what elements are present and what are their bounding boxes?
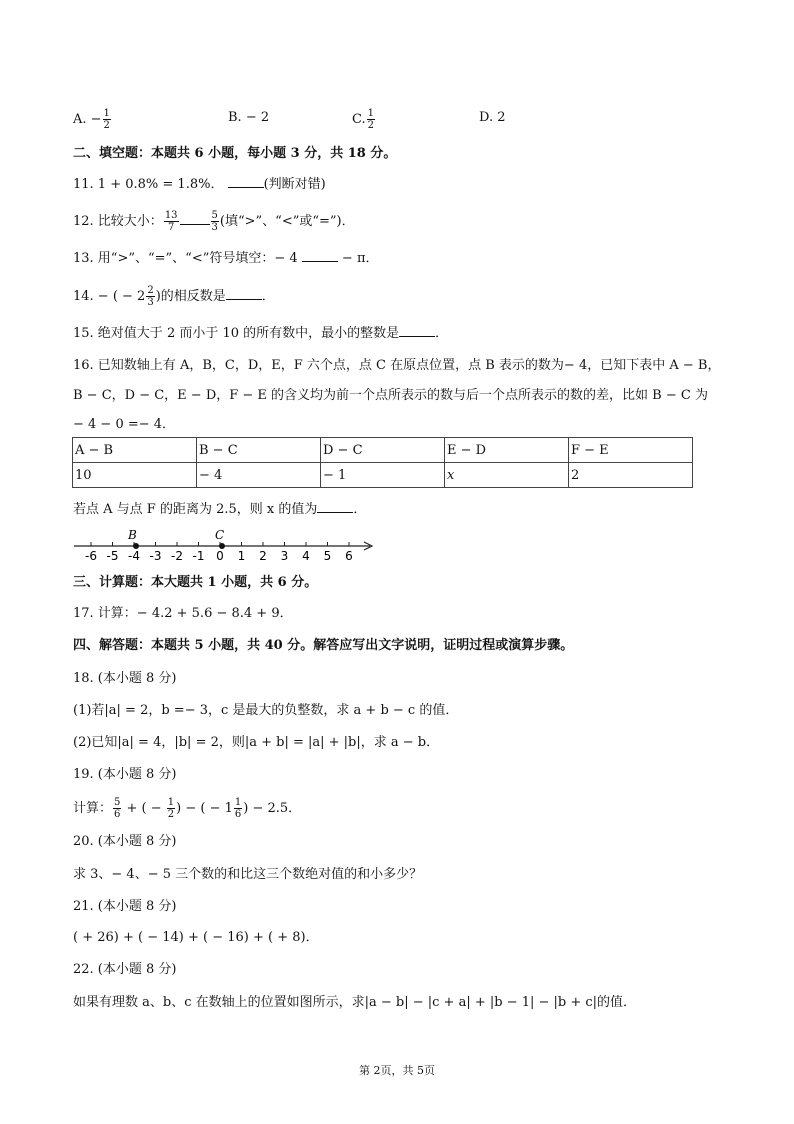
- question-19-body: 计算： $\frac{5}{6}$ + ( − $\frac{1}{2}$ ) − ( − 1 $\frac{1}{6}$ ) − 2.5．: [73, 797, 302, 820]
- question-12: 12. 比较大小： $\frac{13}{7}$ $\frac{5}{3}$ (填“>”、“<”或“=”)．: [73, 210, 355, 233]
- answer-blank: [302, 249, 338, 262]
- point-c-label: C: [215, 528, 225, 542]
- axis-tick-label: 0: [216, 549, 224, 563]
- fraction: $\frac{2}{3}$: [147, 285, 154, 308]
- table-cell: 10: [73, 463, 197, 488]
- question-19-heading: 19. (本小题 8 分): [73, 767, 177, 782]
- question-16-line-2: B − C，D − C，E − D，F − E 的含义均为前一个点所表示的数与后一个点所表示的数的差，比如 B − C 为: [73, 388, 708, 403]
- section-heading-fill-in: 二、填空题：本题共 6 小题，每小题 3 分，共 18 分。: [73, 146, 397, 161]
- axis-tick-label: -5: [106, 549, 119, 563]
- answer-blank: [228, 175, 264, 188]
- table-header: D − C: [321, 438, 445, 463]
- question-16-line-3: − 4 − 0 =− 4．: [73, 417, 176, 432]
- table-cell: 2: [569, 463, 693, 488]
- table-cell: x: [445, 463, 569, 488]
- question-14: 14. − ( − 2 $\frac{2}{3}$ )的相反数是 ．: [73, 285, 275, 308]
- table-cell: − 4: [197, 463, 321, 488]
- number-line: [70, 527, 380, 567]
- axis-tick-label: 2: [259, 549, 267, 563]
- table-header-row: [73, 438, 693, 463]
- axis-tick-label: 4: [302, 549, 310, 563]
- option-d: D. 2: [479, 110, 506, 125]
- axis-tick-label: -2: [171, 549, 183, 563]
- answer-blank: [226, 287, 262, 300]
- section-heading-answer: 四、解答题：本题共 5 小题，共 40 分。解答应写出文字说明，证明过程或演算步骤。: [73, 638, 574, 653]
- question-15: 15. 绝对值大于 2 而小于 10 的所有数中，最小的整数是 ．: [73, 326, 449, 341]
- axis-tick-label: -4: [128, 549, 140, 563]
- question-20-heading: 20. (本小题 8 分): [73, 834, 177, 849]
- question-16-line-1: 16. 已知数轴上有 A，B，C，D，E，F 六个点，点 C 在原点位置，点 B 表示的数为− 4，已知下表中 A − B，: [73, 358, 721, 373]
- table-header: A − B: [73, 438, 197, 463]
- table-header: E − D: [445, 438, 569, 463]
- question-13: 13. 用“>”、“=”、“<”符号填空：− 4 − π．: [73, 251, 379, 266]
- question-16-ask: 若点 A 与点 F 的距离为 2.5，则 x 的值为 ．: [73, 502, 367, 517]
- option-c: C. $\frac{1}{2}$: [352, 108, 374, 131]
- question-22-heading: 22. (本小题 8 分): [73, 962, 177, 977]
- question-20-body: 求 3、− 4、− 5 三个数的和比这三个数绝对值的和小多少？: [73, 867, 423, 882]
- axis-tick-label: 6: [345, 549, 353, 563]
- axis-tick-label: -1: [192, 549, 205, 563]
- table-header: F − E: [569, 438, 693, 463]
- question-22-body: 如果有理数 a、b、c 在数轴上的位置如图所示，求|a − b| − |c + a| + |b − 1| − |b + c|的值．: [73, 995, 637, 1010]
- difference-table: [72, 437, 693, 488]
- section-heading-calculation: 三、计算题：本大题共 1 小题，共 6 分。: [73, 575, 318, 590]
- question-18-part-1: (1)若|a| = 2，b =− 3，c 是最大的负整数，求 a + b − c 的值．: [73, 703, 459, 718]
- axis-tick-label: 5: [323, 549, 332, 563]
- page-footer: 第 2页，共 5页: [359, 1064, 435, 1077]
- axis-tick-label: -6: [85, 549, 97, 563]
- fraction: $\frac{5}{6}$: [114, 797, 121, 820]
- answer-blank: [180, 212, 210, 225]
- question-21-body: ( + 26) + ( − 14) + ( − 16) + ( + 8)．: [73, 930, 319, 945]
- axis-tick-label: -3: [149, 549, 162, 563]
- fraction: $\frac{1}{2}$: [167, 797, 175, 820]
- question-18-part-2: (2)已知|a| = 4，|b| = 2，则|a + b| = |a| + |b|，求 a − b．: [73, 735, 440, 750]
- axis-tick-label: 1: [237, 549, 246, 563]
- question-21-heading: 21. (本小题 8 分): [73, 899, 177, 914]
- answer-blank: [399, 324, 435, 337]
- table-row: [73, 463, 693, 488]
- option-b: B. − 2: [228, 110, 270, 125]
- fraction: $\frac{1}{6}$: [234, 797, 242, 820]
- point-b-dot: [133, 543, 139, 549]
- question-18-heading: 18. (本小题 8 分): [73, 671, 177, 686]
- answer-blank: [317, 500, 353, 513]
- fraction: $\frac{13}{7}$: [164, 210, 178, 233]
- fraction: $\frac{5}{3}$: [211, 210, 218, 233]
- axis-tick-label: 3: [280, 549, 289, 563]
- question-17: 17. 计算：− 4.2 + 5.6 − 8.4 + 9．: [73, 606, 293, 621]
- option-a: A. − $\frac{1}{2}$: [73, 108, 110, 131]
- table-header: B − C: [197, 438, 321, 463]
- fraction: $\frac{1}{2}$: [103, 108, 110, 131]
- point-b-label: B: [128, 528, 137, 542]
- point-c-dot: [219, 543, 225, 549]
- question-11: 11. 1 + 0.8% = 1.8%． (判断对错): [73, 177, 326, 192]
- table-cell: − 1: [321, 463, 445, 488]
- fraction: $\frac{1}{2}$: [367, 108, 374, 131]
